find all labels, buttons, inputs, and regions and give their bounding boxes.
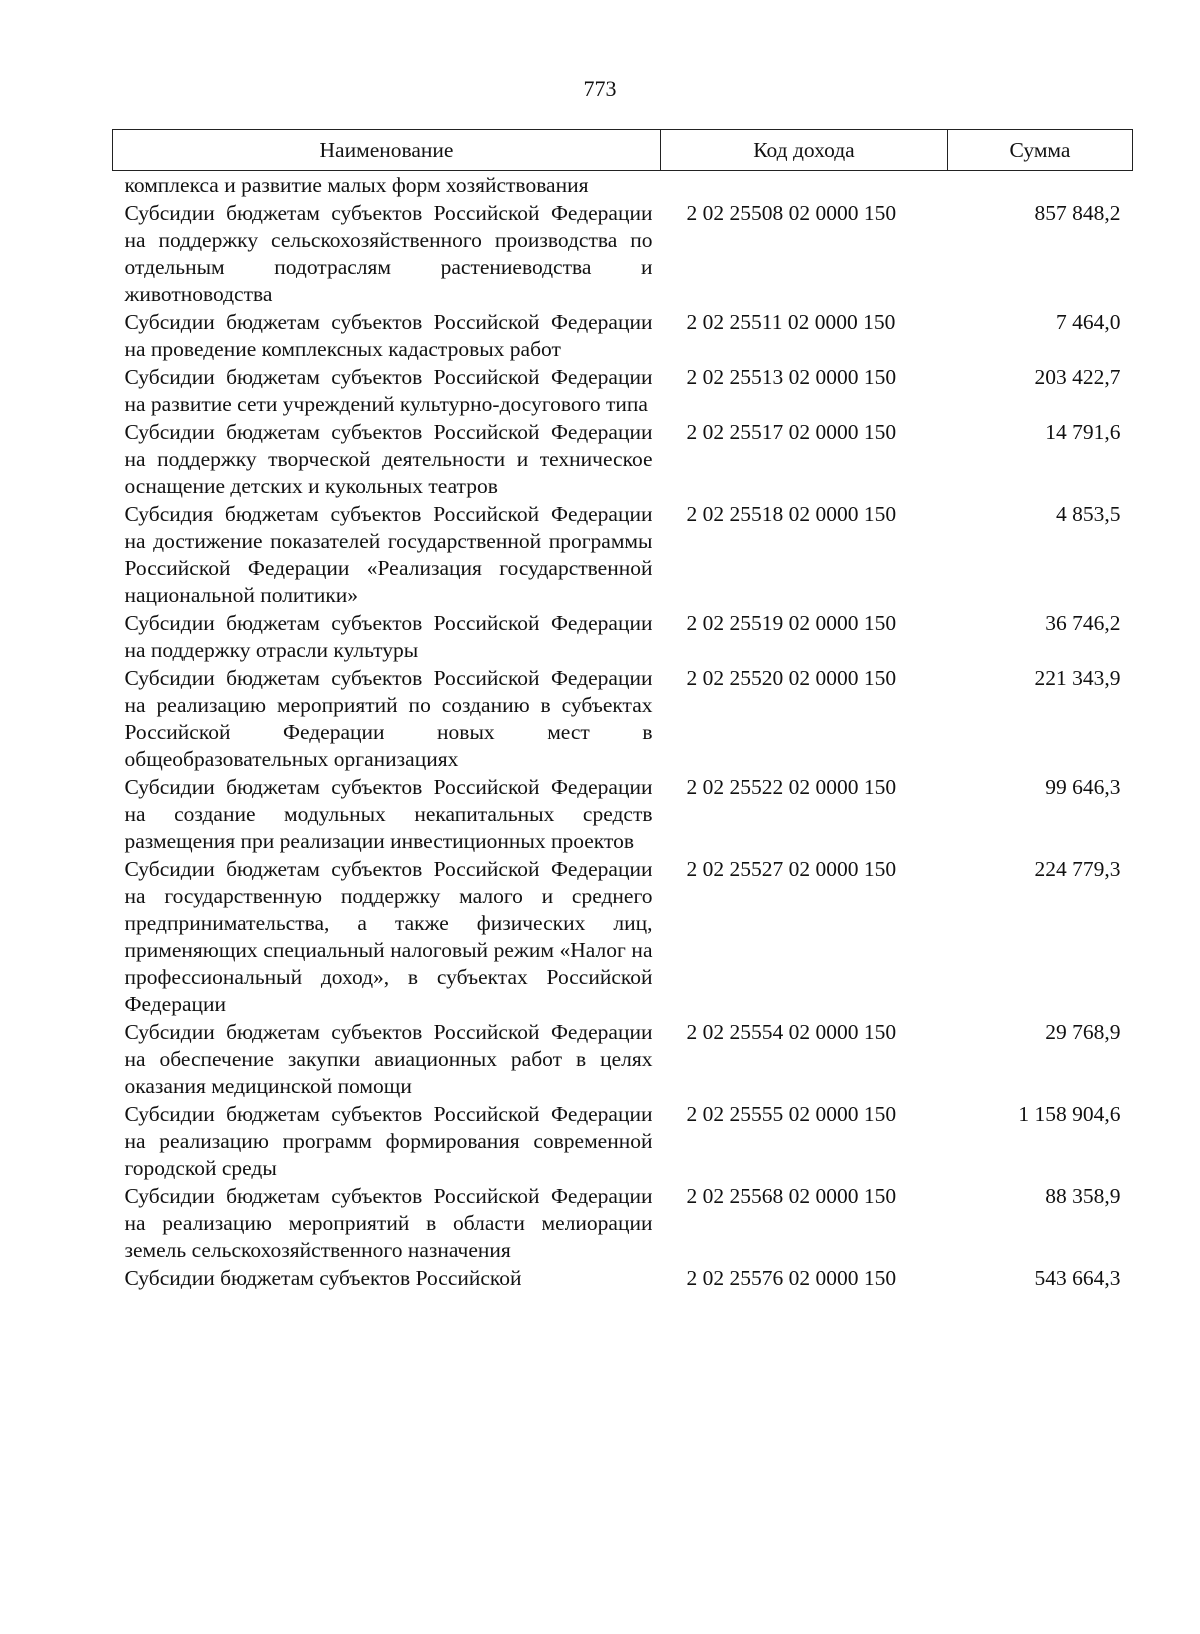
row-sum: 14 791,6 (1045, 420, 1121, 444)
row-name: Субсидии бюджетам субъектов Российской Федерации на обеспечение закупки авиационных работ в целях оказания медицинской помощи (124, 1020, 653, 1098)
table-row (113, 610, 1133, 665)
row-name: Субсидии бюджетам субъектов Российской Федерации на реализацию мероприятий в области мелиорации земель сельскохозяйственного назначения (124, 1184, 653, 1262)
row-name: Субсидии бюджетам субъектов Российской Федерации на реализацию программ формирования современной городской среды (124, 1102, 653, 1180)
table-row (113, 1019, 1133, 1101)
row-name: Субсидии бюджетам субъектов Российской Федерации на поддержку отрасли культуры (124, 611, 653, 662)
row-name: Субсидии бюджетам субъектов Российской Федерации на развитие сети учреждений культурно-досугового типа (124, 365, 653, 416)
row-sum: 29 768,9 (1045, 1020, 1121, 1044)
row-sum: 7 464,0 (1056, 310, 1121, 334)
page-number: 773 (583, 76, 617, 101)
row-code: 2 02 25508 02 0000 150 (686, 201, 897, 225)
row-name: комплекса и развитие малых форм хозяйствования (124, 173, 589, 197)
table-row (113, 419, 1133, 501)
row-sum: 221 343,9 (1034, 666, 1121, 690)
row-code (661, 171, 948, 201)
budget-revenue-table (112, 129, 1133, 1293)
row-name: Субсидии бюджетам субъектов Российской Федерации на проведение комплексных кадастровых работ (124, 310, 653, 361)
table-row (113, 665, 1133, 774)
row-code: 2 02 25527 02 0000 150 (686, 857, 897, 881)
row-code: 2 02 25576 02 0000 150 (686, 1266, 897, 1290)
table-row (113, 856, 1133, 1019)
row-code: 2 02 25513 02 0000 150 (686, 365, 897, 389)
row-sum: 99 646,3 (1045, 775, 1121, 799)
row-code: 2 02 25568 02 0000 150 (686, 1184, 897, 1208)
row-name: Субсидия бюджетам субъектов Российской Федерации на достижение показателей государственной программы Российской Федерации «Реализация государственной национальной политики» (124, 502, 653, 607)
row-name: Субсидии бюджетам субъектов Российской Федерации на создание модульных некапитальных средств размещения при реализации инвестиционных проектов (124, 775, 653, 853)
row-code: 2 02 25554 02 0000 150 (686, 1020, 897, 1044)
row-code: 2 02 25517 02 0000 150 (686, 420, 897, 444)
table-row (113, 171, 1133, 201)
row-name: Субсидии бюджетам субъектов Российской Федерации на поддержку творческой деятельности и техническое оснащение детских и кукольных театров (124, 420, 653, 498)
row-sum: 88 358,9 (1045, 1184, 1121, 1208)
row-name: Субсидии бюджетам субъектов Российской Федерации на поддержку сельскохозяйственного производства по отдельным подотраслям растениеводства и животноводства (124, 201, 653, 306)
row-sum: 203 422,7 (1034, 365, 1121, 389)
row-name: Субсидии бюджетам субъектов Российской Федерации на реализацию мероприятий по созданию в субъектах Российской Федерации новых мест в общеобразовательных организациях (124, 666, 653, 771)
row-code: 2 02 25555 02 0000 150 (686, 1102, 897, 1126)
row-sum: 857 848,2 (1034, 201, 1121, 225)
row-sum: 36 746,2 (1045, 611, 1121, 635)
row-code: 2 02 25520 02 0000 150 (686, 666, 897, 690)
table-row (113, 1183, 1133, 1265)
table-row (113, 1265, 1133, 1293)
row-code: 2 02 25522 02 0000 150 (686, 775, 897, 799)
row-sum (948, 171, 1133, 201)
row-sum: 543 664,3 (1034, 1266, 1121, 1290)
row-name: Субсидии бюджетам субъектов Российской (124, 1266, 522, 1290)
header-name: Наименование (113, 130, 661, 171)
header-sum: Сумма (948, 130, 1133, 171)
table-row (113, 1101, 1133, 1183)
table-row (113, 200, 1133, 309)
table-row (113, 501, 1133, 610)
row-code: 2 02 25518 02 0000 150 (686, 502, 897, 526)
table-row (113, 309, 1133, 364)
row-code: 2 02 25519 02 0000 150 (686, 611, 897, 635)
header-code: Код дохода (661, 130, 948, 171)
table-header-row (113, 130, 1133, 171)
row-code: 2 02 25511 02 0000 150 (686, 310, 896, 334)
table-row (113, 774, 1133, 856)
table-row (113, 364, 1133, 419)
row-sum: 4 853,5 (1056, 502, 1121, 526)
row-name: Субсидии бюджетам субъектов Российской Федерации на государственную поддержку малого и среднего предпринимательства, а также физических лиц, применяющих специальный налоговый режим «Налог на профессиональный доход», в субъектах Российской Федерации (124, 857, 653, 1016)
row-sum: 1 158 904,6 (1018, 1102, 1121, 1126)
row-sum: 224 779,3 (1034, 857, 1121, 881)
